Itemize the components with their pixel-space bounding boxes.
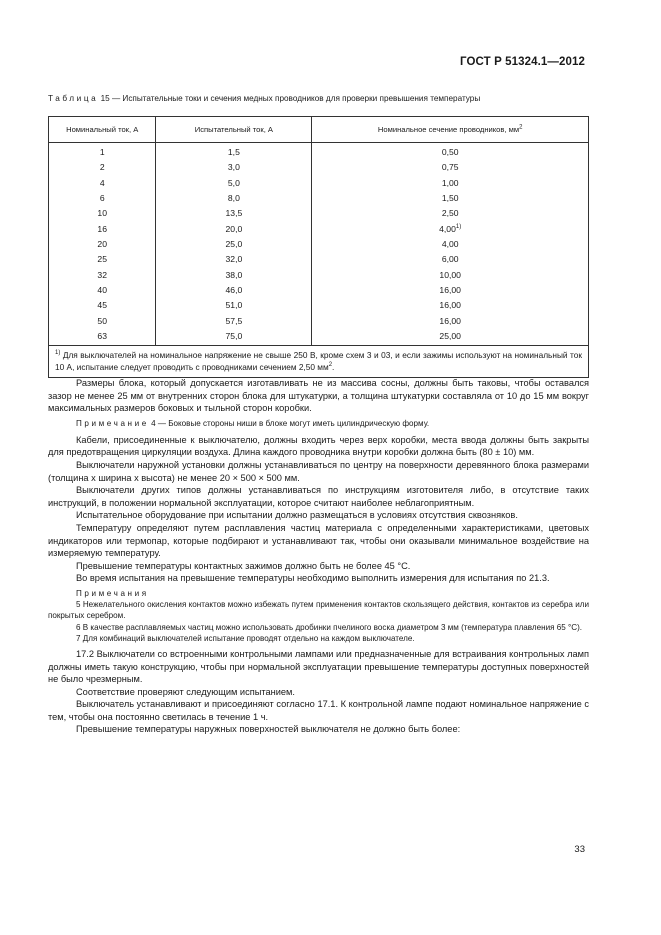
table-body [49, 143, 589, 346]
table-row [49, 329, 589, 346]
note-6: 6 В качестве расплавляемых частиц можно использовать дробинки пчелиного воска диаметром 3 мм (температура плавления 65 °С). [76, 622, 583, 632]
paragraph-measurements: Во время испытания на превышение температуры необходимо выполнить измерения для испытания по 21.3. [76, 573, 550, 584]
cell-rated-current: 63 [49, 329, 156, 346]
column-header-conductor-section-label: Номинальное сечение проводников, мм [377, 125, 520, 134]
cell-conductor-section: 2,50 [312, 206, 589, 221]
cell-rated-current: 4 [49, 176, 156, 191]
table-caption-label: Таблица [48, 94, 99, 103]
cell-test-current: 8,0 [156, 191, 312, 206]
cell-test-current: 20,0 [156, 222, 312, 237]
cell-rated-current: 40 [49, 283, 156, 298]
table-row [49, 222, 589, 237]
table-row [49, 314, 589, 329]
body-text [48, 377, 589, 736]
cell-value: 4,00 [439, 223, 456, 234]
cell-test-current: 3,0 [156, 160, 312, 175]
footnote-end: . [332, 362, 335, 373]
paragraph-other-switches: Выключатели других типов должны устанавливаться по инструкциям изготовителя либо, в отсутствие таких инструкций, в положении нормальной эксплуатации, которое считают наиболее неблагоприятным. [48, 485, 589, 508]
cell-test-current: 1,5 [156, 143, 312, 161]
cell-test-current: 32,0 [156, 252, 312, 267]
cell-conductor-section: 4,00 [312, 237, 589, 252]
paragraph-block-dimensions: Размеры блока, который допускается изготавливать не из массива сосны, должны быть таковы, чтобы оставался зазор не менее 25 мм от внутренних сторон блока для штукатурки, а толщина штукатурки составляла от 10 до 15 мм вокруг максимальных размеров боковых и тыльной сторон коробки. [48, 378, 589, 414]
note-label: Примечание [76, 418, 149, 428]
notes-title: Примечания [76, 588, 149, 598]
cell-rated-current: 45 [49, 298, 156, 313]
column-header-test-current: Испытательный ток, А [156, 117, 312, 143]
note-4 [48, 418, 589, 430]
cell-test-current: 57,5 [156, 314, 312, 329]
table-footnote-row [49, 346, 589, 378]
note-text: 4 — Боковые стороны ниши в блоке могут иметь цилиндрическую форму. [148, 418, 430, 428]
table-row [49, 252, 589, 267]
cell-rated-current: 32 [49, 268, 156, 283]
cell-rated-current: 1 [49, 143, 156, 161]
table-row [49, 143, 589, 161]
cell-test-current: 25,0 [156, 237, 312, 252]
table-row [49, 268, 589, 283]
cell-conductor-section: 1,50 [312, 191, 589, 206]
table-row [49, 176, 589, 191]
note-7: 7 Для комбинаций выключателей испытание проводят отдельно на каждом выключателе. [76, 633, 415, 643]
cell-conductor-section: 16,00 [312, 283, 589, 298]
cell-rated-current: 16 [49, 222, 156, 237]
cell-conductor-section [312, 222, 589, 237]
column-header-rated-current: Номинальный ток, А [49, 117, 156, 143]
cell-conductor-section: 16,00 [312, 298, 589, 313]
table-footnote [49, 346, 589, 378]
table-row [49, 298, 589, 313]
cell-rated-current: 50 [49, 314, 156, 329]
cell-test-current: 38,0 [156, 268, 312, 283]
table-row [49, 206, 589, 221]
notes-block [48, 588, 589, 644]
column-header-conductor-section [312, 117, 589, 143]
table-row [49, 237, 589, 252]
footnote-marker: 1) [55, 350, 61, 357]
paragraph-terminal-temperature: Превышение температуры контактных зажимов должно быть не более 45 °С. [76, 560, 411, 571]
cell-rated-current: 25 [49, 252, 156, 267]
cell-rated-current: 20 [49, 237, 156, 252]
cell-test-current: 5,0 [156, 176, 312, 191]
paragraph-cables: Кабели, присоединенные к выключателю, должны входить через верх коробки, места ввода должны быть закрыты для предотвращения циркуляции воздуха. Длина каждого проводника внутри коробки должна быть (80 ± 10) мм. [48, 434, 589, 458]
cell-test-current: 13,5 [156, 206, 312, 221]
cell-conductor-section: 6,00 [312, 252, 589, 267]
cell-conductor-section: 1,00 [312, 176, 589, 191]
cell-conductor-section: 25,00 [312, 329, 589, 346]
page-number: 33 [574, 844, 585, 855]
table-caption [48, 94, 480, 103]
paragraph-test-equipment: Испытательное оборудование при испытании должно размещаться в условиях отсутствия сквозняков. [76, 510, 518, 521]
test-currents-table [48, 116, 589, 378]
cell-rated-current: 6 [49, 191, 156, 206]
paragraph-temperature-method: Температуру определяют путем расплавления частиц материала с определенными характеристиками, цветовых индикаторов или термопар, которые подбирают и устанавливают так, чтобы они оказывали минимальное воздействие на измеряемую температуру. [48, 522, 589, 559]
footnote-reference: 1) [455, 223, 462, 230]
table-row [49, 283, 589, 298]
footnote-text: Для выключателей на номинальное напряжение не свыше 250 В, кроме схем 3 и 03, и если зажимы используют на номинальный ток 10 А, испытание следует проводить с проводниками сечением 2,50 мм [55, 350, 582, 373]
cell-conductor-section: 16,00 [312, 314, 589, 329]
table-caption-text: 15 — Испытательные токи и сечения медных проводников для проверки превышения температуры [98, 94, 481, 103]
note-5: 5 Нежелательного окисления контактов можно избежать путем применения контактов скользящего действия, контактов из серебра или покрытых серебром. [48, 600, 589, 621]
cell-test-current: 75,0 [156, 329, 312, 346]
cell-conductor-section: 10,00 [312, 268, 589, 283]
cell-conductor-section: 0,75 [312, 160, 589, 175]
cell-rated-current: 10 [49, 206, 156, 221]
cell-test-current: 46,0 [156, 283, 312, 298]
table-row [49, 160, 589, 175]
paragraph-installation: Выключатель устанавливают и присоединяют согласно 17.1. К контрольной лампе подают номинальное напряжение с тем, чтобы она постоянно светилась в течение 1 ч. [48, 699, 589, 722]
cell-conductor-section: 0,50 [312, 143, 589, 161]
paragraph-compliance: Соответствие проверяют следующим испытанием. [76, 686, 295, 697]
standard-designation: ГОСТ Р 51324.1—2012 [460, 56, 585, 68]
table-header-row [49, 117, 589, 143]
paragraph-17-2: 17.2 Выключатели со встроенными контрольными лампами или предназначенные для встраивания контрольных ламп должны иметь такую конструкцию, чтобы при нормальной эксплуатации превышение температуры доступных поверхностей не было чрезмерным. [48, 648, 589, 685]
cell-rated-current: 2 [49, 160, 156, 175]
table-row [49, 191, 589, 206]
paragraph-outdoor-switches: Выключатели наружной установки должны устанавливаться по центру на поверхности деревянного блока размерами (толщина х ширина х высота) не менее 20 × 500 × 500 мм. [48, 459, 589, 483]
cell-test-current: 51,0 [156, 298, 312, 313]
superscript: 2 [519, 124, 523, 131]
superscript: 2 [328, 362, 333, 369]
paragraph-surface-temperature: Превышение температуры наружных поверхностей выключателя не должно быть более: [76, 724, 461, 735]
